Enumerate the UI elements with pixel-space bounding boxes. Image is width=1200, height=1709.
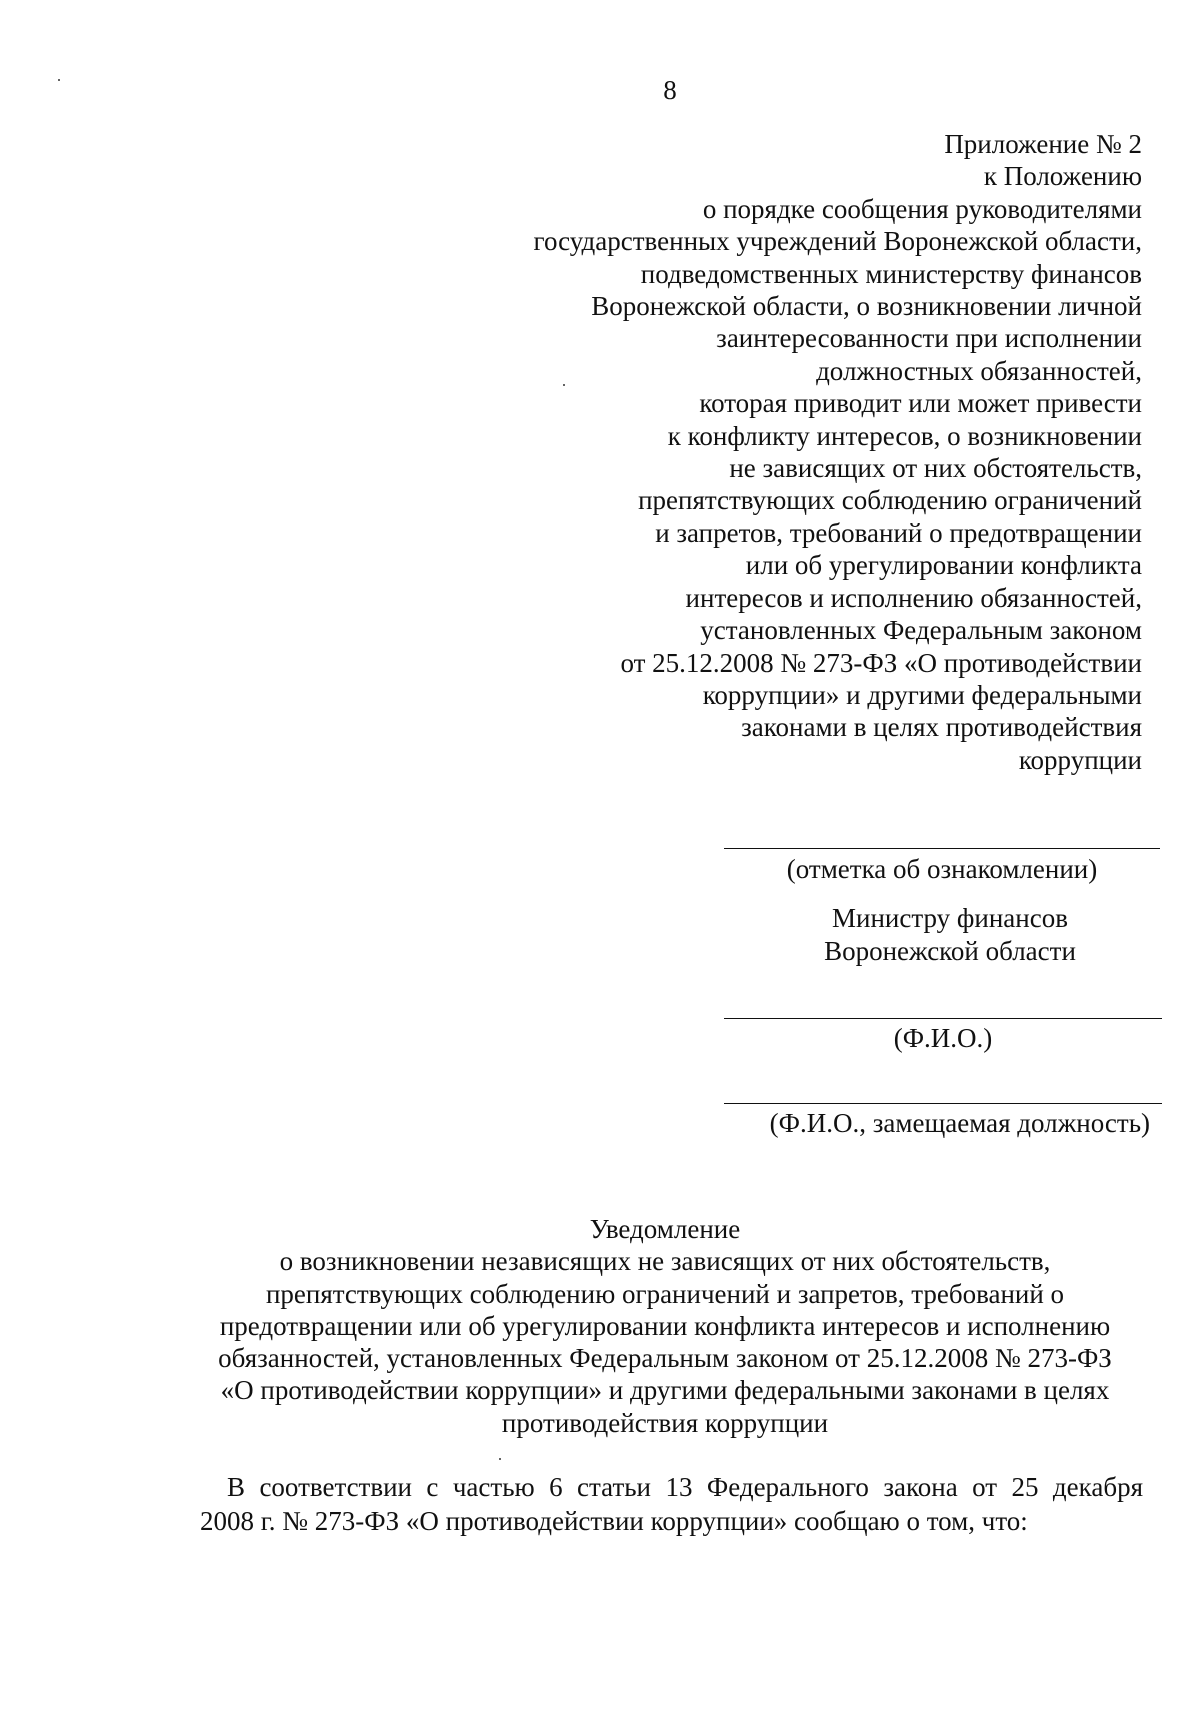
appendix-line: установленных Федеральным законом (700, 615, 1142, 646)
appendix-line: о порядке сообщения руководителями (702, 193, 1142, 224)
acknowledgement-signature-line (724, 848, 1160, 849)
sender-line (724, 1103, 1162, 1104)
notice-title: Уведомление (589, 1214, 741, 1244)
addressee-line: Министру финансов (832, 903, 1068, 933)
appendix-line: должностных обязанностей, (816, 355, 1142, 386)
scan-speck (499, 1458, 501, 1460)
body-line: В соответствии с частью 6 статьи 13 Федерального закона от 25 декабря (227, 1472, 1143, 1502)
appendix-line: интересов и исполнению обязанностей, (685, 582, 1142, 613)
appendix-line: к конфликту интересов, о возникновении (667, 420, 1142, 451)
appendix-line: от 25.12.2008 № 273-ФЗ «О противодействии (620, 647, 1142, 678)
acknowledgement-caption: (отметка об ознакомлении) (786, 854, 1098, 884)
appendix-line: препятствующих соблюдению ограничений (638, 485, 1142, 516)
appendix-line: коррупции (1018, 744, 1142, 775)
addressee (740, 902, 1160, 967)
appendix-header (422, 128, 1142, 776)
body-paragraph (200, 1470, 1143, 1538)
appendix-line: Воронежской области, о возникновении личной (591, 291, 1142, 322)
appendix-line: коррупции» и другими федеральными (702, 679, 1142, 710)
body-line: 2008 г. № 273-ФЗ «О противодействии коррупции» сообщаю о том, что: (200, 1506, 1028, 1536)
notice-line: предотвращении или об урегулировании конфликта интересов и исполнению (219, 1310, 1111, 1341)
appendix-line: которая приводит или может привести (699, 388, 1142, 419)
fio-caption: (Ф.И.О.) (893, 1023, 993, 1053)
notice-line: «О противодействии коррупции» и другими федеральными законами в целях (220, 1375, 1110, 1406)
appendix-line: заинтересованности при исполнении (716, 323, 1142, 354)
notice-line: обязанностей, установленных Федеральным законом от 25.12.2008 № 273-ФЗ (218, 1343, 1112, 1374)
appendix-line: законами в целях противодействия (741, 712, 1142, 743)
notice-block (190, 1213, 1140, 1439)
appendix-line: к Положению (983, 161, 1142, 192)
appendix-line: и запретов, требований о предотвращении (655, 517, 1142, 548)
notice-line: противодействия коррупции (501, 1407, 829, 1438)
appendix-line: или об урегулировании конфликта (745, 550, 1142, 581)
appendix-line: государственных учреждений Воронежской области, (533, 226, 1142, 257)
appendix-line: не зависящих от них обстоятельств, (729, 453, 1142, 484)
page-number: 8 (663, 75, 677, 105)
notice-line: препятствующих соблюдению ограничений и запретов, требований о (265, 1278, 1065, 1309)
scan-speck (58, 79, 60, 81)
appendix-line: Приложение № 2 (944, 129, 1142, 159)
appendix-line: подведомственных министерству финансов (640, 258, 1142, 289)
notice-line: о возникновении независящих не зависящих от них обстоятельств, (279, 1246, 1051, 1277)
sender-caption: (Ф.И.О., замещаемая должность) (769, 1108, 1150, 1138)
scan-speck (563, 384, 565, 386)
minister-name-line (724, 1018, 1162, 1019)
addressee-line: Воронежской области (824, 935, 1076, 966)
